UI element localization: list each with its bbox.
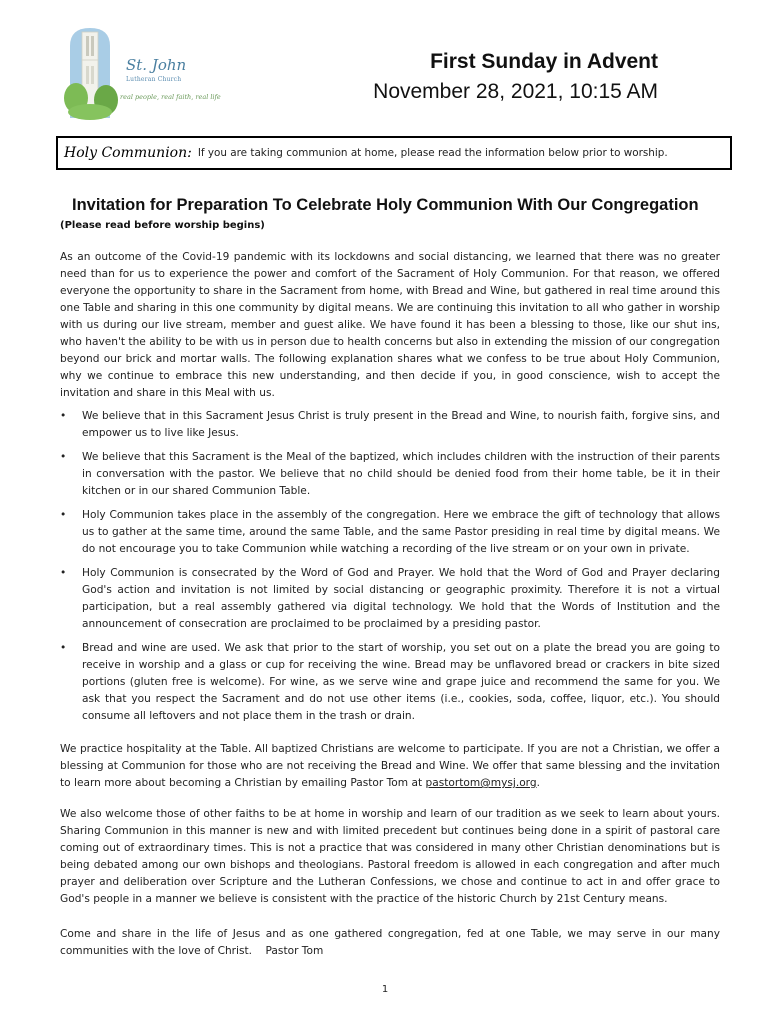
pastor-email-link[interactable]: pastortom@mysj.org	[425, 777, 537, 789]
page-title: First Sunday in Advent	[430, 50, 658, 73]
closing-paragraph: Come and share in the life of Jesus and as one gathered congregation, fed at one Table, we may serve in our many communities with the love of Christ. Pastor Tom	[60, 928, 720, 957]
list-item: • Holy Communion is consecrated by the Word of God and Prayer. We hold that the Word of God and Prayer declaring God's action and invitation is not limited by social distancing or geographic proximity. Therefore it is not a virtual participation, but a real assembly gathered via digital technology. We hold that the Words of Institution and the announcement of consecration are proclaimed to be proclaimed by a presiding pastor.	[60, 567, 720, 630]
bullet-icon: •	[60, 410, 67, 422]
church-name: St. John	[126, 56, 187, 74]
belief-list	[60, 408, 720, 732]
hospitality-paragraph: We practice hospitality at the Table. All baptized Christians are welcome to participate. If you are not a Christian, we offer a blessing at Communion for those who are not receiving the Bread and Wine. We offer that same blessing and the invitation to learn more about becoming a Christian by emailing Pastor Tom at pastortom@mysj.org.	[60, 743, 720, 789]
notice-text: If you are taking communion at home, please read the information below prior to worship.	[197, 147, 668, 159]
church-subtitle: Lutheran Church	[126, 76, 182, 83]
bullet-icon: •	[60, 567, 67, 579]
read-before-note: (Please read before worship begins)	[60, 220, 265, 231]
notice-label: Holy Communion:	[64, 145, 192, 161]
page-number: 1	[381, 984, 389, 995]
bullet-icon: •	[60, 451, 67, 463]
section-heading: Invitation for Preparation To Celebrate Holy Communion With Our Congregation	[72, 196, 699, 214]
welcome-paragraph: We also welcome those of other faiths to be at home in worship and learn of our tradition as we seek to learn about yours. Sharing Communion in this manner is new and with limited precedent but continues being done in a spirit of pastoral care coming out of extraordinary times. This is not a practice that was considered in many other Christian denominations but is being debated among our own bishops and theologians. Pastoral freedom is allowed in each congregation and after much prayer and deliberation over Scripture and the Lutheran Confessions, we chose and continue to act in and offer grace to God's people in a manner we believe is consistent with the practice of the historic Church by 21st Century means.	[60, 808, 720, 905]
service-date: November 28, 2021, 10:15 AM	[373, 80, 658, 103]
bullet-icon: •	[60, 642, 67, 654]
list-item: • We believe that in this Sacrament Jesus Christ is truly present in the Bread and Wine, to nourish faith, forgive sins, and empower us to live like Jesus.	[60, 410, 720, 439]
intro-paragraph: As an outcome of the Covid-19 pandemic with its lockdowns and social distancing, we learned that there was no greater need than for us to experience the power and comfort of the Sacrament of Holy Communion. For that reason, we offered everyone the opportunity to share in the Sacrament from home, with Bread and Wine, but gathered in real time around this one Table and sharing in this one community by digital means. We are continuing this invitation to all who gather in worship with us during our live stream, member and guest alike. We have found it has been a blessing to those, like our shut ins, who haven't the ability to be with us in person due to health concerns but also in extending the mission of our congregation beyond our brick and mortar walls. The following explanation shares what we confess to be true about Holy Communion, why we continue to embrace this new understanding, and then decide if you, in good conscience, wish to accept the invitation and share in this Meal with us.	[60, 251, 720, 399]
bullet-icon: •	[60, 509, 67, 521]
signature: Pastor Tom	[265, 945, 324, 957]
list-item: • Bread and wine are used. We ask that prior to the start of worship, you set out on a plate the bread you are going to receive in worship and a glass or cup for receiving the wine. Bread may be unflavored bread or crackers in bite sized portions (gluten free is welcome). For wine, as we serve wine and grape juice and recommend the same for you. We ask that you respect the Sacrament and do not use other items (i.e., cookies, soda, coffee, liquor, etc.). You should consume all leftovers and not place them in the trash or drain.	[60, 642, 720, 722]
list-item: • We believe that this Sacrament is the Meal of the baptized, which includes children with the instruction of their parents in conversation with the pastor. We believe that no child should be denied food from their home table, be it in their kitchen or in our shared Communion Table.	[60, 451, 720, 497]
holy-communion-notice	[56, 136, 732, 170]
list-item: • Holy Communion takes place in the assembly of the congregation. Here we embrace the gift of technology that allows us to gather at the same time, around the same Table, and the same Pastor presiding in real time by digital means. We do not encourage you to take Communion while watching a recording of the live stream or on your own in private.	[60, 509, 720, 555]
church-tagline: real people, real faith, real life	[120, 93, 221, 101]
